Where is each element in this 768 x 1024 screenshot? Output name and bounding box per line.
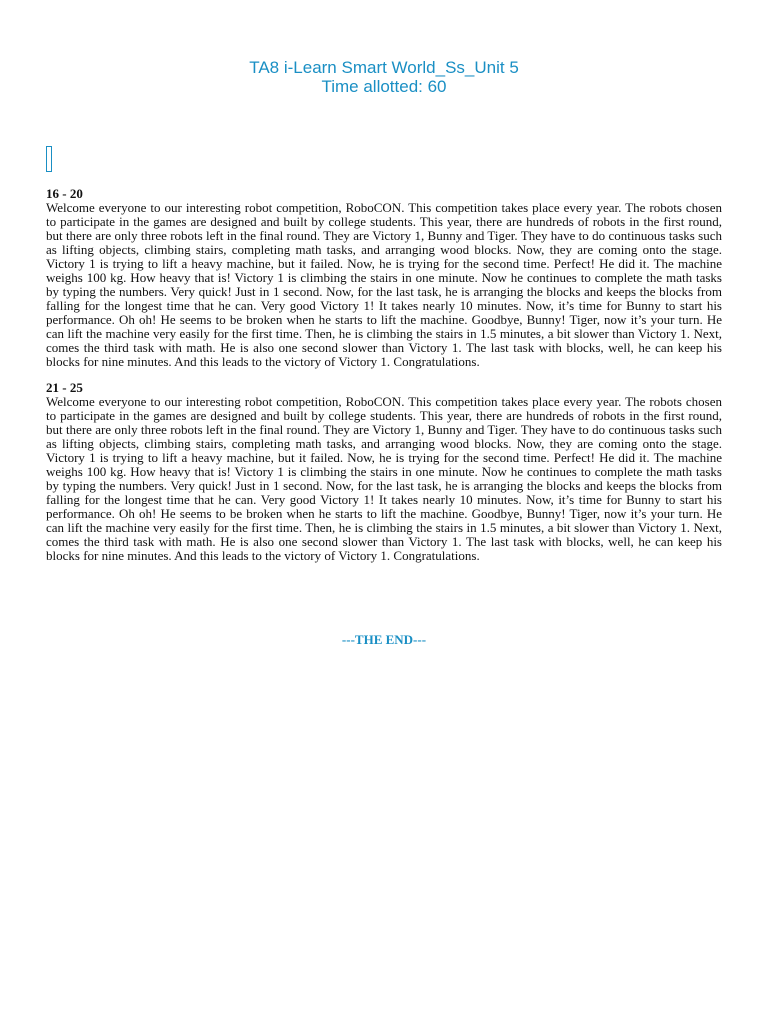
- time-allotted: Time allotted: 60: [321, 77, 447, 96]
- section-transcript: Welcome everyone to our interesting robot competition, RoboCON. This competition takes place every year. The robots chosen to participate in the games are designed and built by college students. This year, there are hundreds of robots in the first round, but there are only three robots left in the final round. They are Victory 1, Bunny and Tiger. They have to do continuous tasks such as lifting objects, climbing stairs, completing math tasks, and arranging wood blocks. Now, they are coming onto the stage. Victory 1 is trying to lift a heavy machine, but it failed. Now, he is trying for the second time. Perfect! He did it. The machine weighs 100 kg. How heavy that is! Victory 1 is climbing the stairs in one minute. Now he continues to complete the math tasks by typing the numbers. Very quick! Just in 1 second. Now, for the last task, he is arranging the blocks and keeps the blocks from falling for the longest time that he can. Very good Victory 1! It takes nearly 10 minutes. Now, it’s time for Bunny to start his performance. Oh oh! He seems to be broken when he starts to lift the machine. Goodbye, Bunny! Tiger, now it’s your turn. He can lift the machine very easily for the first time. Then, he is climbing the stairs in 1.5 minutes, a bit slower than Victory 1. Next, comes the third task with math. He is also one second slower than Victory 1. The last task with blocks, well, he can keep his blocks for nine minutes. And this leads to the victory of Victory 1. Congratulations.: [46, 200, 722, 369]
- document-title: TA8 i-Learn Smart World_Ss_Unit 5: [249, 58, 519, 77]
- section-transcript: Welcome everyone to our interesting robot competition, RoboCON. This competition takes place every year. The robots chosen to participate in the games are designed and built by college students. This year, there are hundreds of robots in the first round, but there are only three robots left in the final round. They are Victory 1, Bunny and Tiger. They have to do continuous tasks such as lifting objects, climbing stairs, completing math tasks, and arranging wood blocks. Now, they are coming onto the stage. Victory 1 is trying to lift a heavy machine, but it failed. Now, he is trying for the second time. Perfect! He did it. The machine weighs 100 kg. How heavy that is! Victory 1 is climbing the stairs in one minute. Now he continues to complete the math tasks by typing the numbers. Very quick! Just in 1 second. Now, for the last task, he is arranging the blocks and keeps the blocks from falling for the longest time that he can. Very good Victory 1! It takes nearly 10 minutes. Now, it’s time for Bunny to start his performance. Oh oh! He seems to be broken when he starts to lift the machine. Goodbye, Bunny! Tiger, now it’s your turn. He can lift the machine very easily for the first time. Then, he is climbing the stairs in 1.5 minutes, a bit slower than Victory 1. Next, comes the third task with math. He is also one second slower than Victory 1. The last task with blocks, well, he can keep his blocks for nine minutes. And this leads to the victory of Victory 1. Congratulations.: [46, 394, 722, 563]
- passage-section-16-20: [46, 187, 722, 369]
- the-end-footer: ---THE END---: [341, 632, 427, 647]
- section-range: 16 - 20: [46, 186, 83, 201]
- section-range: 21 - 25: [46, 380, 83, 395]
- passage-section-21-25: [46, 381, 722, 563]
- document-header: [0, 58, 768, 96]
- missing-glyph-icon: [46, 146, 52, 172]
